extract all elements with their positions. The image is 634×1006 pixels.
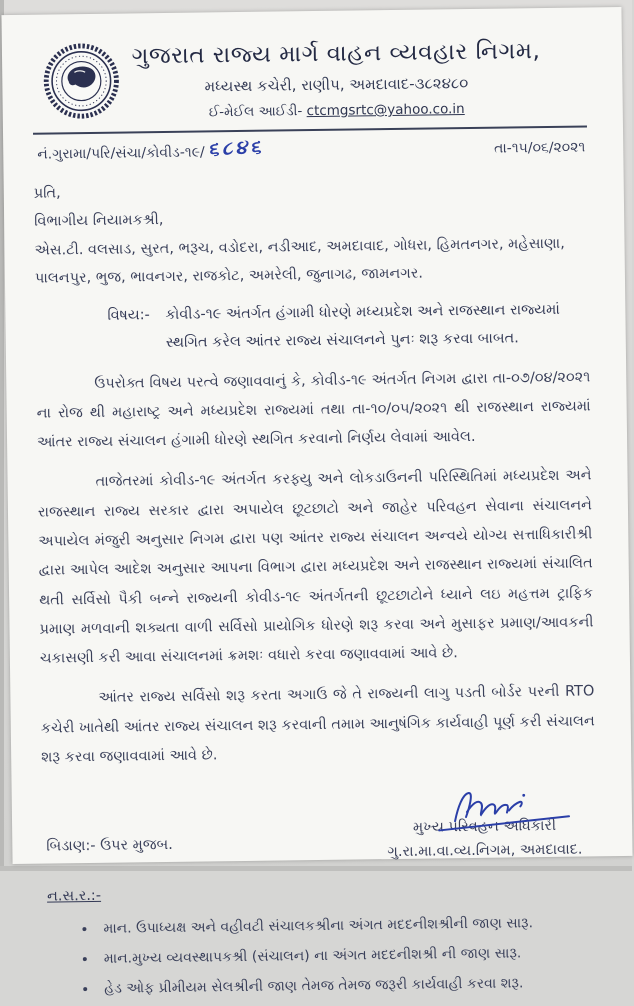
nsr-item: • માન.મુખ્ય વ્યવસ્થાપકશ્રી (સંચાલન) ના અંગત મદદનીશશ્રી ની જાણ સારૂ. (98, 938, 598, 975)
reference-number (33, 135, 267, 164)
email-address-link[interactable]: ctcmgsrtc@yahoo.co.in (306, 101, 465, 120)
body-paragraph: તાજેતરમાં કોવીડ-૧૯ અંતર્ગત કરફ્યુ અને લોકડાઉનની પરિસ્થિતિમાં મધ્યપ્રદેશ અને રાજસ્થાન રાજ્ય સરકાર દ્વારા અપાયેલ છૂટછાટો અને જાહેર પરિવહન સેવાના સંચાલનને અપાયેલ મંજુરી અનુસાર નિગમ દ્વારા પણ આંતર રાજ્ય સંચાલન અન્વયે યોગ્ય સત્તાધિકારીશ્રી દ્વારા આપેલ આદેશ અનુસાર આપના વિભાગ દ્વારા મધ્યપ્રદેશ અને રાજસ્થાન રાજ્યમાં સંચાલિત થતી સર્વિસો પૈકી બન્ને રાજ્યની કોવીડ-૧૯ અંતર્ગતની છૂટછાટોને ધ્યાને લઇ મહત્તમ ટ્રાફિક પ્રમાણ મળવાની શક્યતા વાળી સર્વિસો પ્રાયોગિક ધોરણે શરૂ કરવા અને મુસાફર પ્રમાણ/આવકની ચકાસણી કરી આવા સંચાલનમાં ક્રમશઃ વધારો કરવા જણાવવામાં આવે છે. (37, 467, 594, 667)
gsrtc-seal-icon (32, 36, 117, 125)
salutation: પ્રતિ, (33, 185, 61, 202)
org-name: ગુજરાત રાજ્ય માર્ગ વાહન વ્યવહાર નિગમ, (131, 38, 541, 70)
letter-sheet (1, 7, 632, 998)
org-email-line (117, 100, 557, 122)
reference-number-handwritten: ૬૮૪૬ (207, 135, 267, 161)
body-paragraph: ઉપરોક્ત વિષય પરત્વે જણાવવાનું કે, કોવીડ-૧૯ અંતર્ગત નિગમ દ્વારા તા-૦૭/૦૪/૨૦૨૧ ના રોજ થી મહારાષ્ટ્ર અને મધ્યપ્રદેશ રાજ્યમાં તથા તા-૧૦/૦૫/૨૦૨૧ થી રાજસ્થાન રાજ્યમાં આંતર રાજ્ય સંચાલન હંગામી ધોરણે સ્થગિત કરવાનો નિર્ણય લેવામાં આવેલ. (36, 369, 591, 451)
org-address: મધ્યસ્થ કચેરી, રાણીપ, અમદાવાદ-૩૮૨૪૮૦ (204, 73, 469, 96)
body-paragraph: આંતર રાજ્ય સર્વિસો શરૂ કરતા અગાઉ જે તે રાજ્યની લાગુ પડતી બોર્ડર પરની RTO કચેરી ખાતેથી આંતર રાજ્ય સંચાલન શરૂ કરવાની તમામ આનુષંગિક કાર્યવાહી પૂર્ણ કરી સંચાલન શરૂ કરવા જણાવવામાં આવે છે. (40, 683, 595, 766)
addressee-divisions: એસ.ટી. વલસાડ, સુરત, ભરૂચ, વડોદરા, નડીઆદ, અમદાવાદ, ગોધરા, હિમતનગર, મહેસાણા, પાલનપુર, ભુજ, ભાવનગર, રાજકોટ, અમરેલી, જુનાગઢ, જામનગર. (34, 235, 565, 287)
letterhead (32, 29, 587, 124)
header-divider (33, 125, 587, 134)
nsr-item: • માન. ઉપાધ્યક્ષ અને વહીવટી સંચાલકશ્રીના અંગત મદદનીશશ્રીની જાણ સારૂ. (97, 908, 597, 945)
nsr-item: • હેડ ઓફ પ્રીમીયમ સેલશ્રીની જાણ તેમજ તેમજ જરૂરી કાર્યવાહી કરવા શરૂ. (98, 968, 598, 1005)
nsr-section (43, 882, 598, 1006)
signature-row (42, 786, 597, 865)
handwritten-signature-icon (426, 786, 577, 834)
reference-number-label: નં.ગુરામા/પરિ/સંચા/કોવીડ-૧૯/ (37, 144, 205, 163)
subject-text: કોવીડ-૧૯ અંતર્ગત હંગામી ધોરણે મધ્યપ્રદેશ અને રાજસ્થાન રાજ્યમાં સ્થગિત કરેલ આંતર રાજ્ય સંચાલનને પુનઃ શરૂ કરવા બાબત. (165, 301, 560, 352)
reference-row (33, 134, 587, 163)
subject-label: વિષય:- (107, 307, 150, 324)
email-label: ઈ-મેઈલ આઈડી- (208, 103, 303, 121)
signer-title: મુખ્ય પરિવહન અધિકારી (412, 818, 557, 837)
enclosure-note: બિડાણ:- ઉપર મુજબ. (46, 837, 173, 855)
subject-line (107, 295, 590, 358)
addressee-designation: વિભાગીય નિયામકશ્રી, (34, 212, 164, 230)
signature-block (386, 786, 596, 861)
addressee-block (34, 172, 589, 292)
signer-org: ગુ.રા.મા.વા.વ્ય.નિગમ, અમદાવાદ. (387, 841, 583, 861)
nsr-heading: ન.સ.ર.:- (46, 888, 102, 905)
nsr-list (97, 908, 598, 1005)
letterhead-text (116, 29, 587, 121)
letter-date: તા-૧૫/૦૬/૨૦૨૧ (493, 139, 586, 157)
scan-edge (0, 866, 632, 871)
